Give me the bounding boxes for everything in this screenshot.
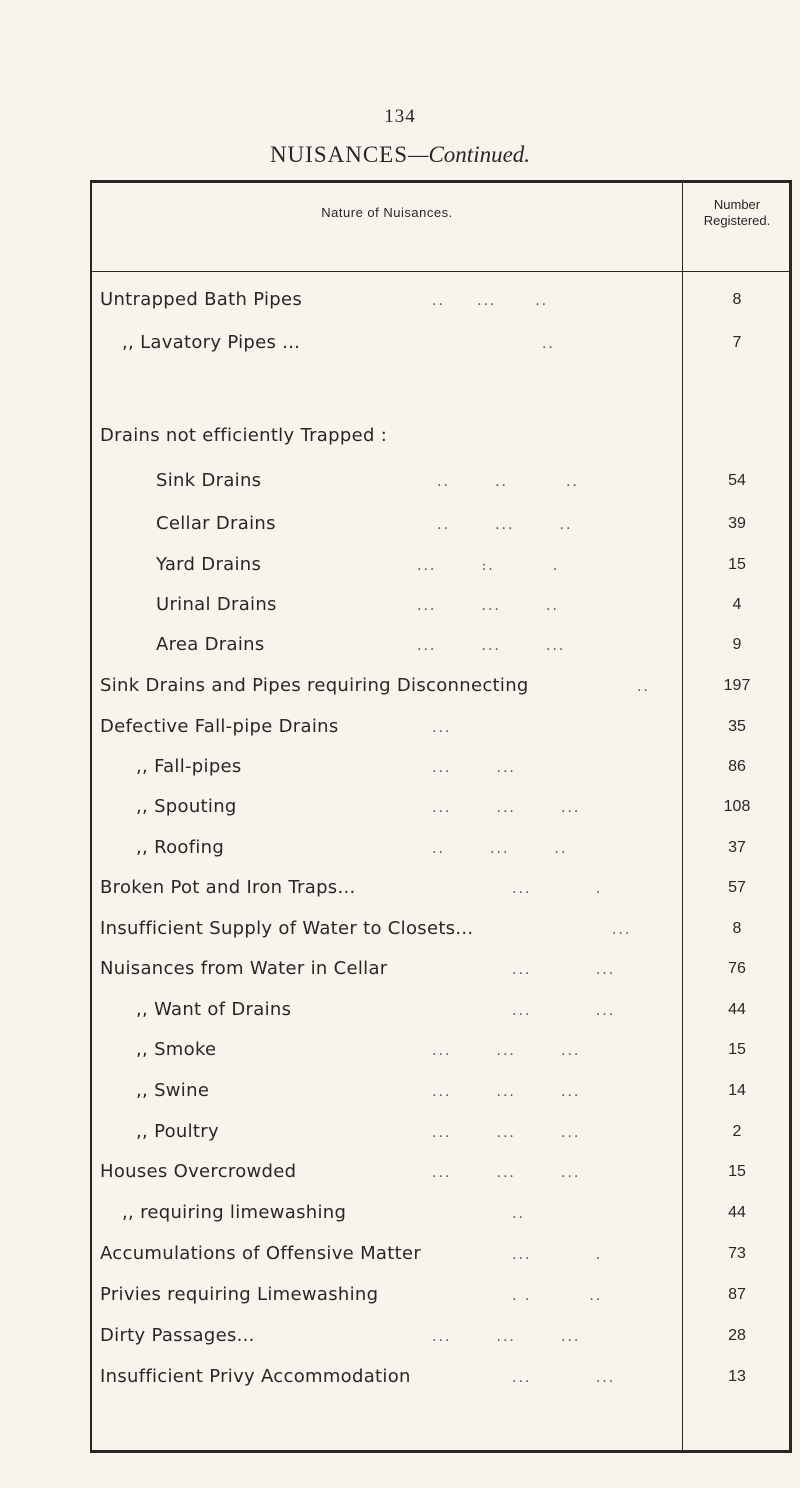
- leader-dots: ... ... ...: [417, 638, 566, 654]
- row-value: 87: [728, 1286, 746, 1303]
- table-row: [92, 710, 789, 750]
- row-label: Nuisances from Water in Cellar: [100, 958, 388, 979]
- row-value: 8: [732, 291, 742, 308]
- row-label: ,, Swine: [136, 1080, 210, 1101]
- table-row: [92, 1155, 789, 1195]
- row-label: Urinal Drains: [156, 594, 277, 615]
- leader-dots: ... ... ...: [432, 1043, 581, 1059]
- row-label: Insufficient Privy Accommodation: [100, 1366, 411, 1387]
- row-value: 108: [723, 798, 751, 815]
- table-row: [92, 871, 789, 911]
- row-value: 15: [728, 1041, 746, 1058]
- page-title: [0, 142, 800, 168]
- table-row: [92, 548, 789, 588]
- leader-dots: ... ...: [512, 1003, 616, 1019]
- table-row: [92, 326, 789, 366]
- row-value: 44: [728, 1204, 746, 1221]
- leader-dots: ... ...: [512, 1370, 616, 1386]
- table-row: [92, 1033, 789, 1073]
- row-label: Untrapped Bath Pipes: [100, 289, 303, 310]
- row-label: Cellar Drains: [156, 513, 276, 534]
- leader-dots: ... .: [512, 881, 603, 897]
- row-label: Sink Drains: [156, 470, 262, 491]
- row-label: Defective Fall-pipe Drains: [100, 716, 339, 737]
- leader-dots: ... .: [512, 1247, 603, 1263]
- row-label: Dirty Passages...: [100, 1325, 255, 1346]
- row-label: Broken Pot and Iron Traps...: [100, 877, 356, 898]
- table-row: [92, 507, 789, 547]
- row-value: 8: [732, 920, 742, 937]
- leader-dots: ... ...: [512, 962, 616, 978]
- table-row: [92, 1115, 789, 1155]
- row-label: ,, requiring limewashing: [122, 1202, 347, 1223]
- header-number-line2: Registered.: [703, 213, 771, 228]
- table-row: [92, 750, 789, 790]
- row-label: Area Drains: [156, 634, 265, 655]
- row-value: 9: [732, 636, 742, 653]
- header-number-registered: [682, 197, 792, 229]
- row-value: 35: [728, 718, 746, 735]
- row-value: 2: [732, 1123, 742, 1140]
- row-value: 39: [728, 515, 746, 532]
- row-value: 54: [728, 472, 746, 489]
- row-label: Privies requiring Limewashing: [100, 1284, 379, 1305]
- row-value: 37: [728, 839, 746, 856]
- table-row: [92, 1360, 789, 1400]
- row-value: 44: [728, 1001, 746, 1018]
- nuisances-table: [90, 180, 792, 1453]
- table-row: [92, 628, 789, 668]
- leader-dots: ... ... ..: [417, 598, 559, 614]
- table-row: [92, 588, 789, 628]
- table-row: [92, 669, 789, 709]
- row-value: 4: [732, 596, 742, 613]
- table-row: [92, 1319, 789, 1359]
- title-continued: —Continued.: [408, 142, 531, 167]
- leader-dots: ... :. .: [417, 558, 560, 574]
- row-label: Drains not efficiently Trapped :: [100, 425, 388, 446]
- row-label: Houses Overcrowded: [100, 1161, 297, 1182]
- header-nature-of-nuisances: Nature of Nuisances.: [321, 205, 453, 220]
- row-label: Insufficient Supply of Water to Closets...: [100, 918, 474, 939]
- leader-dots: ...: [432, 720, 452, 736]
- row-value: 7: [732, 334, 742, 351]
- table-row: [92, 912, 789, 952]
- row-label: ,, Roofing: [136, 837, 225, 858]
- header-divider: [92, 271, 789, 272]
- row-label: ,, Poultry: [136, 1121, 219, 1142]
- row-label: Sink Drains and Pipes requiring Disconnecting: [100, 675, 529, 696]
- table-row: [92, 1278, 789, 1318]
- leader-dots: ..: [512, 1206, 525, 1222]
- table-row: [92, 831, 789, 871]
- row-label: ,, Spouting: [136, 796, 237, 817]
- row-value: 76: [728, 960, 746, 977]
- table-row: [92, 464, 789, 504]
- leader-dots: .. ... ..: [432, 841, 568, 857]
- table-row: [92, 952, 789, 992]
- leader-dots: .. ... ..: [432, 293, 549, 309]
- row-value: 15: [728, 556, 746, 573]
- row-value: 73: [728, 1245, 746, 1262]
- row-label: ,, Want of Drains: [136, 999, 292, 1020]
- leader-dots: ...: [612, 922, 632, 938]
- row-value: 197: [723, 677, 751, 694]
- leader-dots: ... ... ...: [432, 800, 581, 816]
- leader-dots: ..: [637, 679, 650, 695]
- row-value: 14: [728, 1082, 746, 1099]
- row-value: 86: [728, 758, 746, 775]
- leader-dots: . . ..: [512, 1288, 603, 1304]
- leader-dots: ... ... ...: [432, 1084, 581, 1100]
- row-label: Accumulations of Offensive Matter: [100, 1243, 422, 1264]
- leader-dots: ... ... ...: [432, 1329, 581, 1345]
- leader-dots: .. ... ..: [437, 517, 573, 533]
- row-label: Yard Drains: [156, 554, 262, 575]
- header-number-line1: Number: [713, 197, 761, 212]
- table-row: [92, 419, 789, 459]
- row-value: 13: [728, 1368, 746, 1385]
- row-label: ,, Lavatory Pipes ...: [122, 332, 301, 353]
- table-row: [92, 1074, 789, 1114]
- page-number: 134: [384, 106, 416, 127]
- row-value: 28: [728, 1327, 746, 1344]
- leader-dots: ..: [542, 336, 555, 352]
- table-row: [92, 993, 789, 1033]
- row-label: ,, Fall-pipes: [136, 756, 242, 777]
- table-row: [92, 1237, 789, 1277]
- table-row: [92, 1196, 789, 1236]
- leader-dots: .. .. ..: [437, 474, 579, 490]
- leader-dots: ... ... ...: [432, 1125, 581, 1141]
- row-value: 57: [728, 879, 746, 896]
- row-value: 15: [728, 1163, 746, 1180]
- leader-dots: ... ...: [432, 760, 516, 776]
- table-row: [92, 283, 789, 323]
- row-label: ,, Smoke: [136, 1039, 217, 1060]
- table-row: [92, 790, 789, 830]
- leader-dots: ... ... ...: [432, 1165, 581, 1181]
- title-main: NUISANCES: [269, 142, 409, 167]
